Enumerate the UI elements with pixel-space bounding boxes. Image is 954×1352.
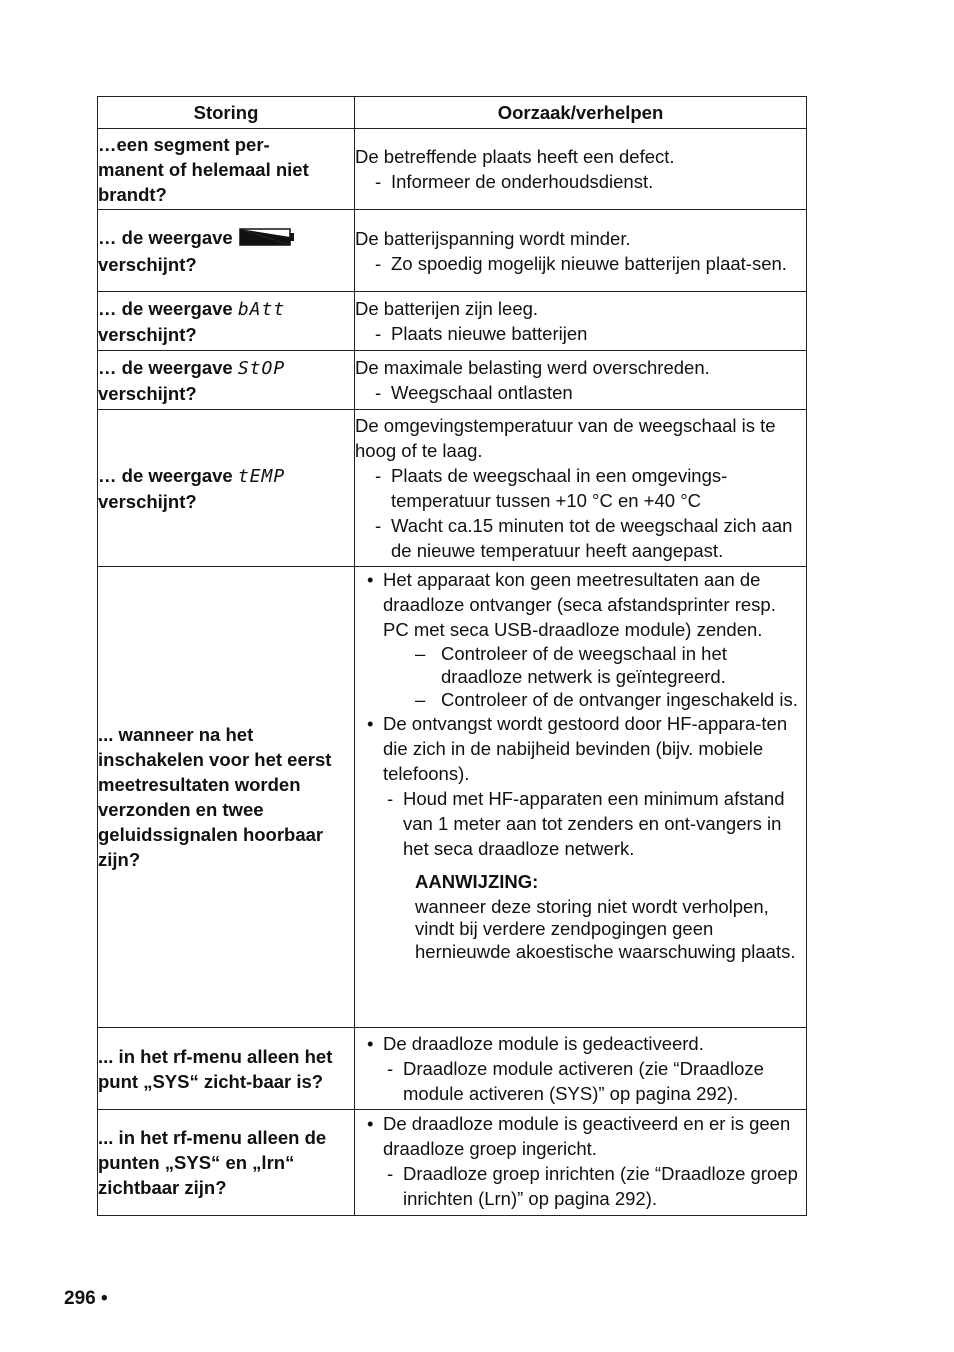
troubleshooting-table — [97, 96, 807, 1216]
table-row — [98, 292, 807, 351]
cause-text: De omgevingstemperatuur van de weegschaal is te hoog of te laag. — [355, 415, 776, 461]
fault-cell: …een segment per- manent of helemaal niet brandt? — [98, 129, 355, 210]
remedy-cell — [355, 567, 807, 1028]
table-row — [98, 129, 807, 210]
check-item: – Controleer of de weegschaal in het draadloze netwerk is geïntegreerd. — [415, 643, 727, 687]
remedy-item: - Draadloze module activeren (zie “Draadloze module activeren (SYS)” op pagina 292). — [387, 1058, 764, 1104]
cause-text: De maximale belasting werd overschreden. — [355, 357, 710, 378]
check-item: – Controleer of de ontvanger ingeschakeld is. — [415, 689, 798, 710]
remedy-cell — [355, 129, 807, 210]
display-code-batt: bAtt — [237, 298, 286, 320]
remedy-cell — [355, 410, 807, 567]
note-title: AANWIJZING: — [415, 871, 539, 892]
battery-low-icon — [239, 227, 295, 252]
remedy-cell — [355, 1028, 807, 1110]
fault-cell: … de weergave StOP verschijnt? — [98, 351, 355, 410]
cause-bullet: • De draadloze module is gedeactiveerd. — [367, 1033, 704, 1054]
header-oorzaak: Oorzaak/verhelpen — [355, 97, 807, 129]
remedy-item: - Wacht ca.15 minuten tot de weegschaal zich aan de nieuwe temperatuur heeft aangepast. — [375, 515, 793, 561]
note-block — [363, 871, 806, 963]
cause-text: De batterijen zijn leeg. — [355, 298, 539, 319]
remedy-item: - Houd met HF-apparaten een minimum afstand van 1 meter aan tot zenders en ont-vangers in het seca draadloze netwerk. — [387, 788, 785, 859]
note-text: wanneer deze storing niet wordt verholpen, vindt bij verdere zendpogingen geen hernieuwde akoestische waarschuwing plaats. — [415, 895, 796, 962]
remedy-item: - Informeer de onderhoudsdienst. — [375, 171, 654, 192]
remedy-cell — [355, 1110, 807, 1216]
remedy-item: - Plaats de weegschaal in een omgevings-temperatuur tussen +10 °C en +40 °C — [375, 465, 728, 511]
remedy-item: - Plaats nieuwe batterijen — [375, 323, 588, 344]
table-row — [98, 567, 807, 1028]
table-row — [98, 210, 807, 292]
table-row — [98, 1028, 807, 1110]
fault-cell: ... in het rf-menu alleen het punt „SYS“ zicht-baar is? — [98, 1028, 355, 1110]
display-code-temp: tEMP — [237, 465, 286, 487]
display-code-stop: StOP — [237, 357, 286, 379]
remedy-item: - Zo spoedig mogelijk nieuwe batterijen plaat-sen. — [375, 252, 787, 274]
table-row — [98, 351, 807, 410]
cause-bullet: • Het apparaat kon geen meetresultaten aan de draadloze ontvanger (seca afstandsprinter resp. PC met seca USB-draadloze module) zenden. — [367, 569, 776, 640]
remedy-item: - Draadloze groep inrichten (zie “Draadloze groep inrichten (Lrn)” op pagina 292). — [387, 1163, 798, 1209]
table-row — [98, 1110, 807, 1216]
cause-text: De batterijspanning wordt minder. — [355, 227, 631, 249]
fault-cell: … de weergave verschijnt? — [98, 210, 355, 292]
remedy-cell — [355, 292, 807, 351]
header-storing: Storing — [98, 97, 355, 129]
table-header-row — [98, 97, 807, 129]
remedy-cell — [355, 351, 807, 410]
remedy-cell — [355, 210, 807, 292]
fault-cell: ... wanneer na het inschakelen voor het eerst meetresultaten worden verzonden en twee geluidssignalen hoorbaar zijn? — [98, 567, 355, 1028]
fault-cell: … de weergave tEMP verschijnt? — [98, 410, 355, 567]
remedy-item: - Weegschaal ontlasten — [375, 382, 573, 403]
cause-bullet: • De ontvangst wordt gestoord door HF-appara-ten die zich in de nabijheid bevinden (bijv. mobiele telefoons). — [367, 713, 788, 784]
table-row — [98, 410, 807, 567]
page-number: 296 • — [64, 1288, 108, 1309]
cause-bullet: • De draadloze module is geactiveerd en er is geen draadloze groep ingericht. — [367, 1113, 791, 1159]
fault-cell: … de weergave bAtt verschijnt? — [98, 292, 355, 351]
cause-text: De betreffende plaats heeft een defect. — [355, 146, 675, 167]
fault-cell: ... in het rf-menu alleen de punten „SYS“ en „lrn“ zichtbaar zijn? — [98, 1110, 355, 1216]
